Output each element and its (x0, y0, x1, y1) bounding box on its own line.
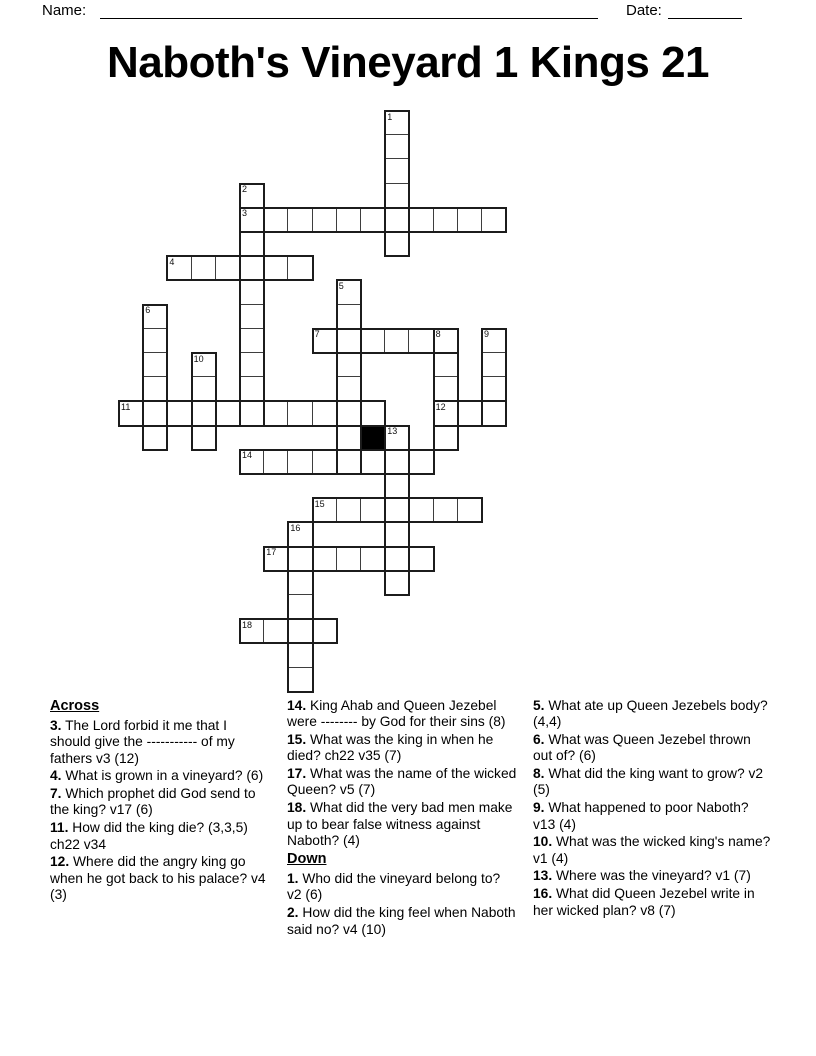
grid-cell[interactable] (408, 546, 434, 572)
clue-item: 13. Where was the vineyard? v1 (7) (533, 868, 751, 884)
clue-number: 6. (533, 732, 545, 748)
grid-cell[interactable] (384, 546, 410, 572)
grid-cell[interactable] (336, 207, 362, 233)
clues-section (50, 698, 776, 939)
cell-number: 7 (314, 329, 320, 340)
grid-cell[interactable] (360, 497, 386, 523)
grid-cell[interactable] (384, 328, 410, 354)
date-label: Date: (626, 2, 662, 19)
grid-cell[interactable] (433, 207, 459, 233)
grid-cell[interactable] (336, 425, 362, 451)
clue-number: 3. (50, 718, 62, 733)
grid-cell[interactable] (287, 618, 313, 644)
clue-item: 15. What was the king in when he died? ch22 v35 (7) (287, 732, 494, 764)
grid-cell[interactable] (408, 449, 434, 475)
grid-cell[interactable] (142, 400, 168, 426)
clue-item: 11. How did the king die? (3,3,5) ch22 v34 (50, 820, 248, 852)
cell-number: 5 (338, 280, 344, 291)
grid-cell[interactable] (191, 376, 217, 402)
name-label: Name: (42, 2, 87, 19)
grid-cell[interactable] (239, 255, 265, 281)
clue-number: 13. (533, 868, 553, 884)
grid-cell[interactable] (263, 400, 289, 426)
grid-cell[interactable] (433, 376, 459, 402)
grid-cell[interactable] (215, 255, 241, 281)
grid-cell[interactable] (239, 231, 265, 257)
grid-cell[interactable] (408, 497, 434, 523)
grid-cell[interactable] (191, 255, 217, 281)
grid-cell[interactable] (287, 255, 313, 281)
clue-number: 9. (533, 800, 545, 816)
grid-cell[interactable] (263, 449, 289, 475)
clue-item: 18. What did the very bad men make up to bear false witness against Naboth? (4) (287, 800, 513, 848)
clue-number: 2. (287, 905, 299, 921)
grid-cell[interactable] (312, 400, 338, 426)
grid-cell[interactable] (336, 449, 362, 475)
clue-item: 14. King Ahab and Queen Jezebel were -------- by God for their sins (8) (287, 698, 506, 730)
cell-number: 10 (193, 353, 204, 364)
grid-cell[interactable] (457, 400, 483, 426)
grid-cell[interactable] (166, 400, 192, 426)
clue-item: 12. Where did the angry king go when he got back to his palace? v4 (3) (50, 854, 266, 902)
grid-cell[interactable] (384, 183, 410, 209)
clue-column (287, 698, 533, 939)
grid-cell[interactable] (336, 352, 362, 378)
grid-cell[interactable] (287, 667, 313, 693)
clue-column (533, 698, 776, 939)
grid-cell[interactable] (384, 570, 410, 596)
grid-cell[interactable] (360, 546, 386, 572)
grid-cell[interactable] (142, 376, 168, 402)
grid-cell[interactable] (360, 400, 386, 426)
grid-cell[interactable] (360, 449, 386, 475)
clue-item: 5. What ate up Queen Jezebels body? (4,4) (533, 698, 768, 730)
clue-number: 11. (50, 820, 69, 836)
clue-number: 17. (287, 766, 307, 782)
grid-cell[interactable] (287, 400, 313, 426)
across-header: Across (50, 698, 100, 714)
grid-cell[interactable] (287, 546, 313, 572)
clue-number: 5. (533, 698, 545, 713)
grid-cell[interactable] (239, 304, 265, 330)
grid-black-cell (360, 425, 386, 451)
grid-cell[interactable] (287, 570, 313, 596)
grid-cell[interactable] (384, 521, 410, 547)
grid-cell[interactable] (384, 473, 410, 499)
clue-item: 8. What did the king want to grow? v2 (5) (533, 766, 764, 798)
cell-number: 8 (435, 329, 441, 340)
grid-cell[interactable] (287, 594, 313, 620)
clue-number: 18. (287, 800, 307, 816)
grid-cell[interactable] (287, 642, 313, 668)
clue-item: 1. Who did the vineyard belong to? v2 (6) (287, 871, 501, 903)
grid-cell[interactable] (263, 255, 289, 281)
grid-cell[interactable] (384, 231, 410, 257)
grid-cell[interactable] (239, 279, 265, 305)
clue-number: 14. (287, 698, 307, 713)
name-write-line (100, 18, 598, 19)
page-title: Naboth's Vineyard 1 Kings 21 (106, 38, 710, 87)
cell-number: 13 (387, 426, 398, 437)
grid-cell[interactable] (481, 352, 507, 378)
grid-cell[interactable] (336, 328, 362, 354)
date-write-line (668, 18, 742, 19)
cell-number: 15 (314, 498, 325, 509)
grid-cell[interactable] (215, 400, 241, 426)
grid-cell[interactable] (287, 207, 313, 233)
cell-number: 14 (242, 450, 253, 461)
grid-cell[interactable] (408, 328, 434, 354)
grid-cell[interactable] (360, 207, 386, 233)
cell-number: 16 (290, 522, 301, 533)
grid-cell[interactable] (336, 304, 362, 330)
down-header: Down (287, 851, 327, 868)
grid-cell[interactable] (481, 400, 507, 426)
cell-number: 9 (484, 329, 490, 340)
grid-cell[interactable] (312, 546, 338, 572)
cell-number: 2 (242, 184, 248, 195)
grid-cell[interactable] (336, 376, 362, 402)
grid-cell[interactable] (457, 497, 483, 523)
grid-cell[interactable] (336, 546, 362, 572)
cell-number: 3 (242, 208, 248, 219)
clue-number: 1. (287, 871, 299, 887)
grid-cell[interactable] (287, 449, 313, 475)
grid-cell[interactable] (312, 618, 338, 644)
grid-cell[interactable] (239, 328, 265, 354)
grid-cell[interactable] (481, 207, 507, 233)
grid-cell[interactable] (384, 449, 410, 475)
grid-cell[interactable] (336, 497, 362, 523)
clue-item: 3. The Lord forbid it me that I should give the ----------- of my fathers v3 (12) (50, 718, 235, 766)
cell-number: 1 (387, 111, 393, 122)
grid-cell[interactable] (312, 207, 338, 233)
grid-cell[interactable] (239, 376, 265, 402)
clue-number: 7. (50, 786, 62, 802)
grid-cell[interactable] (239, 400, 265, 426)
clue-number: 15. (287, 732, 307, 748)
clue-column (50, 698, 287, 939)
cell-number: 17 (266, 547, 277, 558)
clue-item: 17. What was the name of the wicked Queen? v5 (7) (287, 766, 517, 798)
grid-cell[interactable] (384, 158, 410, 184)
cell-number: 4 (169, 256, 175, 267)
grid-cell[interactable] (142, 352, 168, 378)
grid-cell[interactable] (384, 497, 410, 523)
clue-number: 10. (533, 834, 553, 850)
clue-item: 6. What was Queen Jezebel thrown out of? (6) (533, 732, 751, 764)
clue-item: 10. What was the wicked king's name? v1 (4) (533, 834, 771, 866)
grid-cell[interactable] (239, 352, 265, 378)
grid-cell[interactable] (457, 207, 483, 233)
cell-number: 11 (121, 401, 131, 412)
cell-number: 18 (242, 619, 253, 630)
grid-cell[interactable] (384, 134, 410, 160)
grid-cell[interactable] (142, 328, 168, 354)
grid-cell[interactable] (408, 207, 434, 233)
clue-item: 16. What did Queen Jezebel write in her wicked plan? v8 (7) (533, 886, 755, 918)
grid-cell[interactable] (433, 425, 459, 451)
grid-cell[interactable] (263, 618, 289, 644)
grid-cell[interactable] (142, 425, 168, 451)
grid-cell[interactable] (191, 425, 217, 451)
cell-number: 12 (435, 401, 446, 412)
clue-item: 9. What happened to poor Naboth? v13 (4) (533, 800, 749, 832)
grid-cell[interactable] (360, 328, 386, 354)
clue-number: 16. (533, 886, 553, 902)
clue-item: 4. What is grown in a vineyard? (6) (50, 768, 264, 784)
clue-number: 12. (50, 854, 70, 870)
grid-cell[interactable] (481, 376, 507, 402)
clue-item: 7. Which prophet did God send to the king? v17 (6) (50, 786, 256, 818)
grid-cell[interactable] (312, 449, 338, 475)
clue-item: 2. How did the king feel when Naboth said no? v4 (10) (287, 905, 516, 937)
cell-number: 6 (145, 305, 151, 316)
clue-number: 4. (50, 768, 62, 784)
clue-number: 8. (533, 766, 545, 782)
grid-cell[interactable] (384, 207, 410, 233)
grid-cell[interactable] (263, 207, 289, 233)
grid-cell[interactable] (433, 352, 459, 378)
grid-cell[interactable] (191, 400, 217, 426)
grid-cell[interactable] (336, 400, 362, 426)
grid-cell[interactable] (433, 497, 459, 523)
